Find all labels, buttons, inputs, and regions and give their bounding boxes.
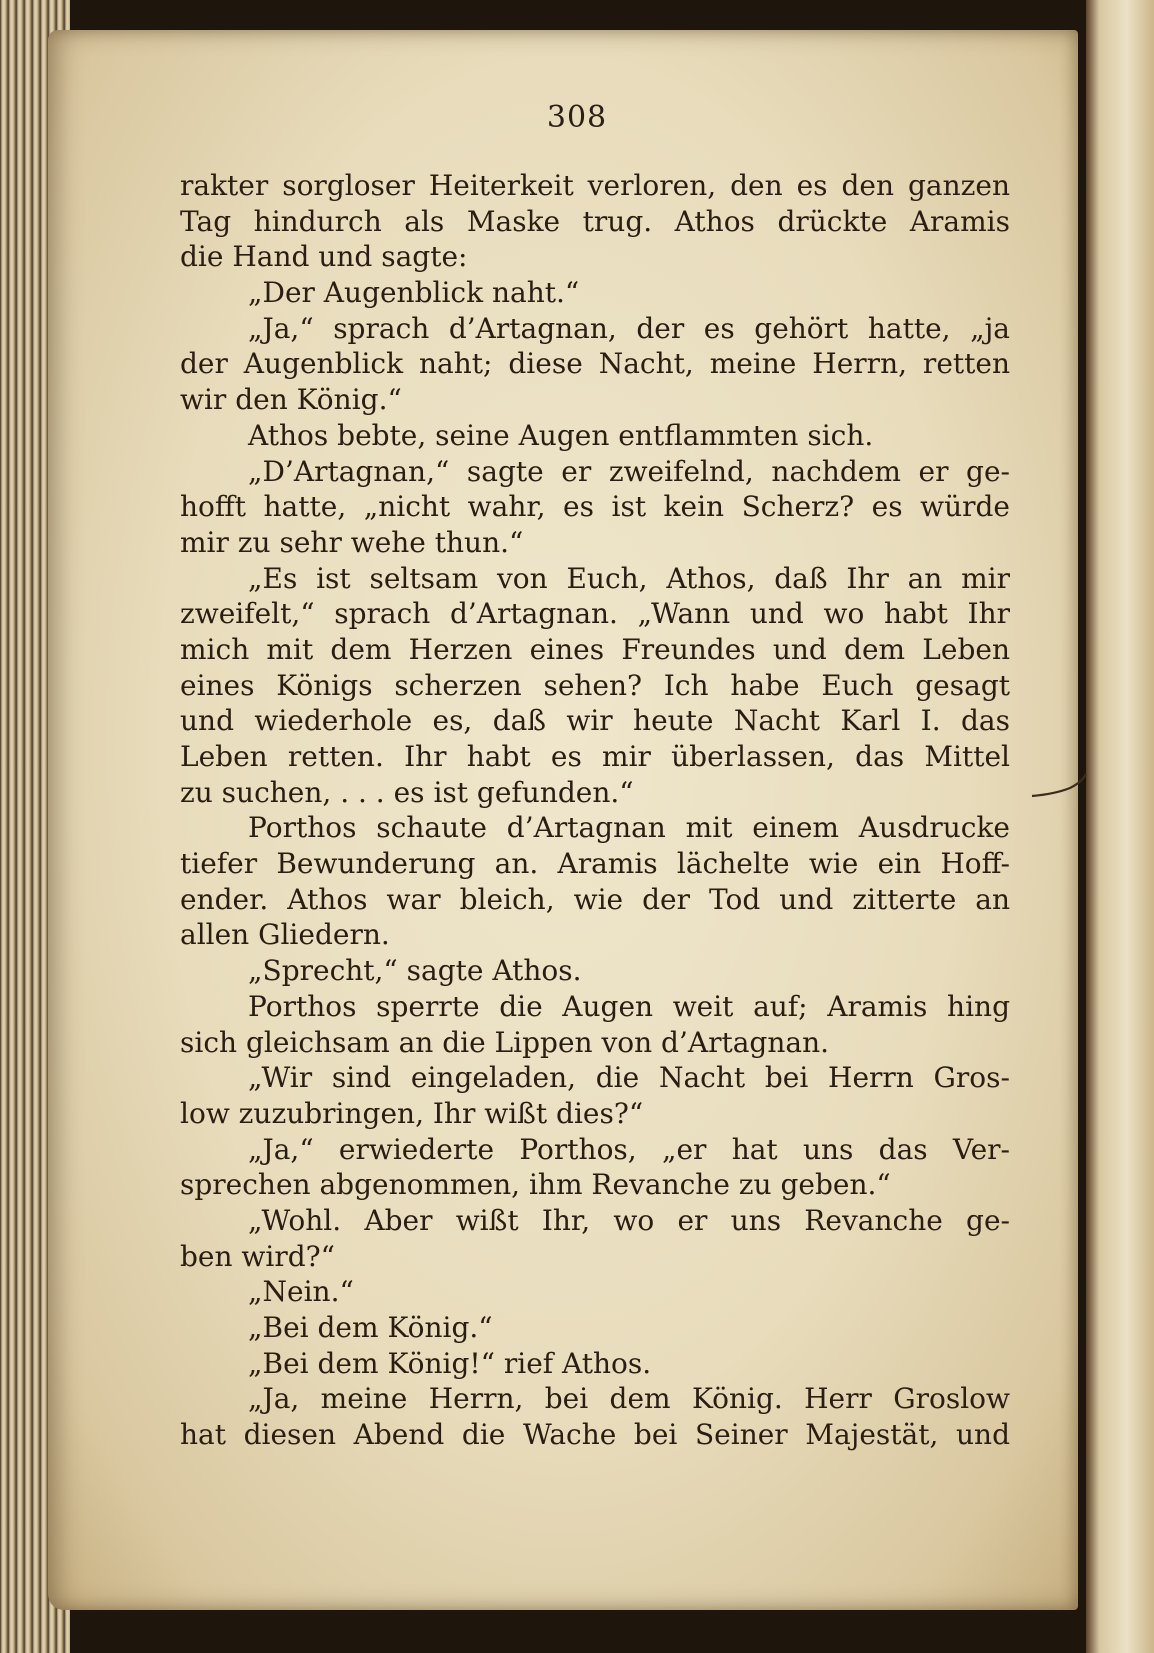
text-line: allen Gliedern. (180, 918, 390, 952)
text-line: „Bei dem König.“ (248, 1311, 493, 1344)
text-line: rakter sorgloser Heiterkeit verloren, den es den ganzen (180, 169, 1010, 202)
text-line: „Ja, meine Herrn, bei dem König. Herr Groslow (248, 1382, 1010, 1416)
text-line: low zuzubringen, Ihr wißt dies?“ (180, 1096, 644, 1130)
text-line: Athos bebte, seine Augen entflammten sich. (248, 418, 874, 452)
text-line: Tag hindurch als Maske trug. Athos drückte Aramis (180, 204, 1010, 238)
text-line: „Bei dem König!“ rief Athos. (248, 1346, 652, 1380)
text-line: „Ja,“ sprach d’Artagnan, der es gehört hatte, „ja (248, 311, 1010, 345)
text-line: und wiederhole es, daß wir heute Nacht Karl I. das (180, 704, 1010, 738)
text-line: wir den König.“ (180, 383, 402, 417)
text-line: sich gleichsam an die Lippen von d’Artagnan. (180, 1025, 830, 1059)
text-line: Leben retten. Ihr habt es mir überlassen, das Mittel (180, 740, 1010, 773)
page-body-text (180, 168, 1010, 1453)
text-line: mich mit dem Herzen eines Freundes und dem Leben (180, 632, 1010, 666)
text-line: „D’Artagnan,“ sagte er zweifelnd, nachdem er ge- (248, 454, 1010, 488)
facing-page-edge (1086, 0, 1154, 1653)
text-line: zu suchen, . . . es ist gefunden.“ (180, 775, 634, 809)
text-line: „Es ist seltsam von Euch, Athos, daß Ihr an mir (248, 561, 1010, 595)
text-line: Porthos sperrte die Augen weit auf; Aramis hing (248, 989, 1010, 1023)
text-line: „Wohl. Aber wißt Ihr, wo er uns Revanche ge- (248, 1203, 1010, 1237)
text-line: ender. Athos war bleich, wie der Tod und zitterte an (180, 882, 1010, 916)
page-number: 308 (546, 100, 608, 135)
text-line: ben wird?“ (180, 1239, 335, 1273)
text-line: tiefer Bewunderung an. Aramis lächelte wie ein Hoff- (180, 847, 1010, 881)
text-line: „Der Augenblick naht.“ (248, 276, 580, 310)
text-line: zweifelt,“ sprach d’Artagnan. „Wann und wo habt Ihr (180, 597, 1010, 631)
text-line: mir zu sehr wehe thun.“ (180, 525, 524, 559)
pencil-margin-mark (1030, 770, 1090, 800)
text-line: „Sprecht,“ sagte Athos. (248, 954, 582, 988)
text-line: der Augenblick naht; diese Nacht, meine Herrn, retten (180, 347, 1010, 381)
text-line: eines Königs scherzen sehen? Ich habe Euch gesagt (180, 668, 1010, 702)
text-line: „Wir sind eingeladen, die Nacht bei Herrn Gros- (248, 1061, 1010, 1095)
text-line: Porthos schaute d’Artagnan mit einem Ausdrucke (248, 811, 1010, 845)
text-line: hofft hatte, „nicht wahr, es ist kein Scherz? es würde (180, 490, 1010, 524)
text-line: „Nein.“ (248, 1275, 354, 1309)
text-line: sprechen abgenommen, ihm Revanche zu geben.“ (180, 1168, 891, 1202)
text-line: „Ja,“ erwiederte Porthos, „er hat uns das Ver- (248, 1132, 1010, 1166)
text-line: die Hand und sagte: (180, 240, 468, 274)
text-line: hat diesen Abend die Wache bei Seiner Majestät, und (180, 1418, 1010, 1452)
